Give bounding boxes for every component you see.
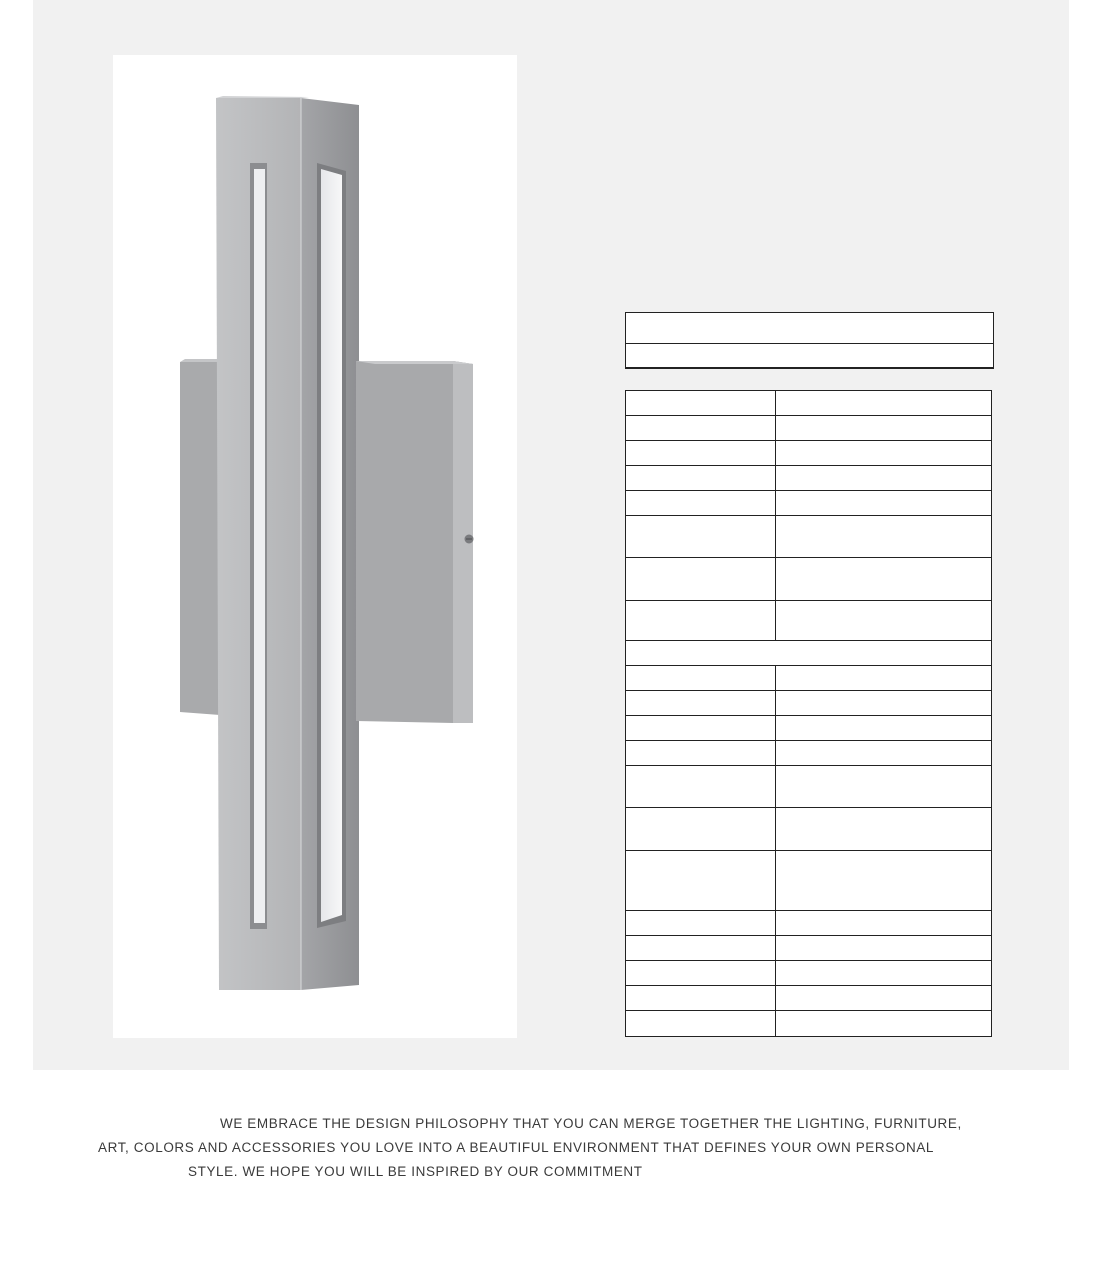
title-row bbox=[626, 313, 993, 343]
statement-line-2: ART, COLORS AND ACCESSORIES YOU LOVE INTO A BEAUTIFUL ENVIRONMENT THAT DEFINES YOUR OWN PERSONAL bbox=[98, 1140, 935, 1155]
statement-line-1: WE EMBRACE THE DESIGN PHILOSOPHY THAT YOU CAN MERGE TOGETHER THE LIGHTING, FURNITURE, bbox=[220, 1116, 962, 1131]
product-photo bbox=[113, 55, 517, 1038]
table-row bbox=[626, 911, 992, 936]
table-row bbox=[626, 766, 992, 808]
table-row bbox=[626, 936, 992, 961]
table-row bbox=[626, 851, 992, 911]
table-row bbox=[626, 961, 992, 986]
table-row bbox=[626, 716, 992, 741]
spec-table bbox=[625, 390, 992, 1037]
table-row bbox=[626, 808, 992, 851]
table-row bbox=[626, 416, 992, 441]
table-row bbox=[626, 516, 992, 558]
table-row bbox=[626, 466, 992, 491]
table-row bbox=[626, 691, 992, 716]
table-section-row bbox=[626, 641, 992, 666]
table-row bbox=[626, 1011, 992, 1037]
table-row bbox=[626, 558, 992, 601]
table-row bbox=[626, 601, 992, 641]
statement-line-3: STYLE. WE HOPE YOU WILL BE INSPIRED BY OUR COMMITMENT bbox=[188, 1164, 643, 1179]
table-row bbox=[626, 441, 992, 466]
wall-sconce-image bbox=[113, 55, 517, 1038]
table-row bbox=[626, 391, 992, 416]
table-row bbox=[626, 666, 992, 691]
table-row bbox=[626, 986, 992, 1011]
table-row bbox=[626, 741, 992, 766]
subtitle-row bbox=[626, 343, 993, 367]
product-title-box bbox=[625, 312, 994, 369]
table-row bbox=[626, 491, 992, 516]
brand-statement bbox=[80, 1112, 1026, 1184]
